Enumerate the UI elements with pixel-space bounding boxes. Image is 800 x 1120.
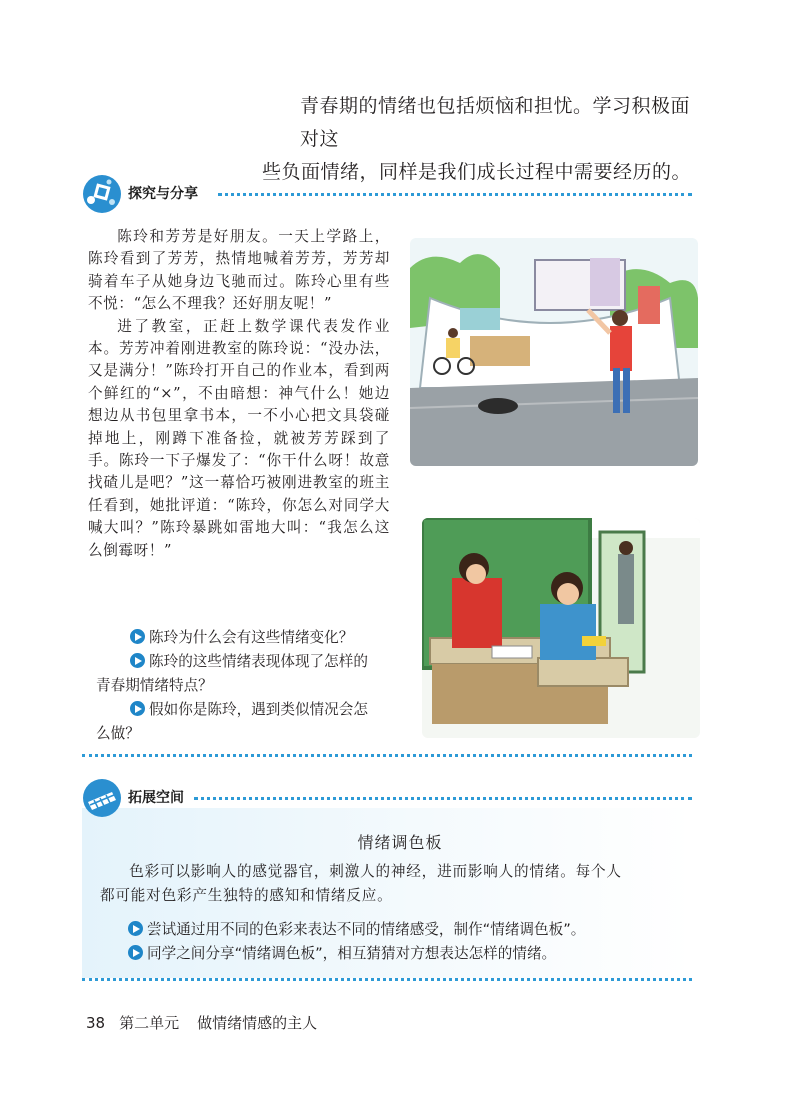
question-item xyxy=(96,650,396,674)
page-number: 38 xyxy=(86,1014,106,1032)
bullet-triangle-icon xyxy=(130,701,145,716)
street-scene-illustration xyxy=(410,238,698,466)
page-footer xyxy=(86,1012,317,1033)
question-item xyxy=(96,626,396,650)
explore-section-header xyxy=(82,174,692,214)
extension-section-header xyxy=(82,778,692,818)
bullet-triangle-icon xyxy=(128,921,143,936)
intro-line: 青春期的情绪也包括烦恼和担忧。学习积极面对这 xyxy=(300,95,691,150)
story-text xyxy=(88,226,390,562)
question-text: 么做？ xyxy=(96,725,140,742)
section-dotted-rule xyxy=(194,797,692,800)
extension-section-icon xyxy=(82,778,122,818)
question-item xyxy=(96,698,396,722)
task-text: 同学之间分享“情绪调色板”，相互猜猜对方想表达怎样的情绪。 xyxy=(147,945,557,962)
intro-line: 些负面情绪，同样是我们成长过程中需要经历的。 xyxy=(262,161,692,183)
section-divider xyxy=(82,754,692,757)
unit-label: 第二单元 xyxy=(119,1014,180,1032)
bullet-triangle-icon xyxy=(130,629,145,644)
extension-section-title: 拓展空间 xyxy=(128,790,184,806)
section-divider xyxy=(82,978,692,981)
story-paragraph: 进了教室，正赶上数学课代表发作业本。芳芳冲着刚进教室的陈玲说：“没办法，又是满分！”陈玲打开自己的作业本，看到两个鲜红的“×”，不由暗想：神气什么！她边想边从书包里拿书本，一不小心把文具袋碰掉地上，刚蹲下准备捡，就被芳芳踩到了手。陈玲一下子爆发了：“你干什么呀！故意找碴儿是吧？”这一幕恰巧被刚进教室的班主任看到，她批评道：“陈玲，你怎么对同学大喊大叫？”陈玲暴跳如雷地大叫：“我怎么这么倒霉呀！” xyxy=(88,317,390,559)
extension-task xyxy=(128,918,688,942)
extension-text-line: 色彩可以影响人的感觉器官，刺激人的神经，进而影响人的情绪。每个人 xyxy=(129,863,622,880)
question-text: 青春期情绪特点？ xyxy=(96,677,213,694)
bullet-triangle-icon xyxy=(128,945,143,960)
classroom-scene-illustration xyxy=(422,518,700,738)
task-text: 尝试通过用不同的色彩来表达不同的情绪感受，制作“情绪调色板”。 xyxy=(147,921,586,938)
extension-text xyxy=(100,860,690,908)
explore-section-icon xyxy=(82,174,122,214)
unit-title: 做情绪情感的主人 xyxy=(197,1014,318,1032)
question-text: 假如你是陈玲，遇到类似情况会怎 xyxy=(149,701,368,718)
palette-title: 情绪调色板 xyxy=(357,833,443,852)
extension-text-line: 都可能对色彩产生独特的感知和情绪反应。 xyxy=(100,887,393,904)
discussion-questions xyxy=(96,626,396,746)
bullet-triangle-icon xyxy=(130,653,145,668)
story-paragraph: 陈玲和芳芳是好朋友。一天上学路上，陈玲看到了芳芳，热情地喊着芳芳，芳芳却骑着车子从她身边飞驰而过。陈玲心里有些不悦：“怎么不理我？还好朋友呢！” xyxy=(88,228,390,313)
explore-section-title: 探究与分享 xyxy=(128,186,198,202)
section-dotted-rule xyxy=(218,193,692,196)
extension-task xyxy=(128,942,688,966)
question-text: 陈玲的这些情绪表现体现了怎样的 xyxy=(149,653,368,670)
question-text: 陈玲为什么会有这些情绪变化？ xyxy=(149,629,354,646)
